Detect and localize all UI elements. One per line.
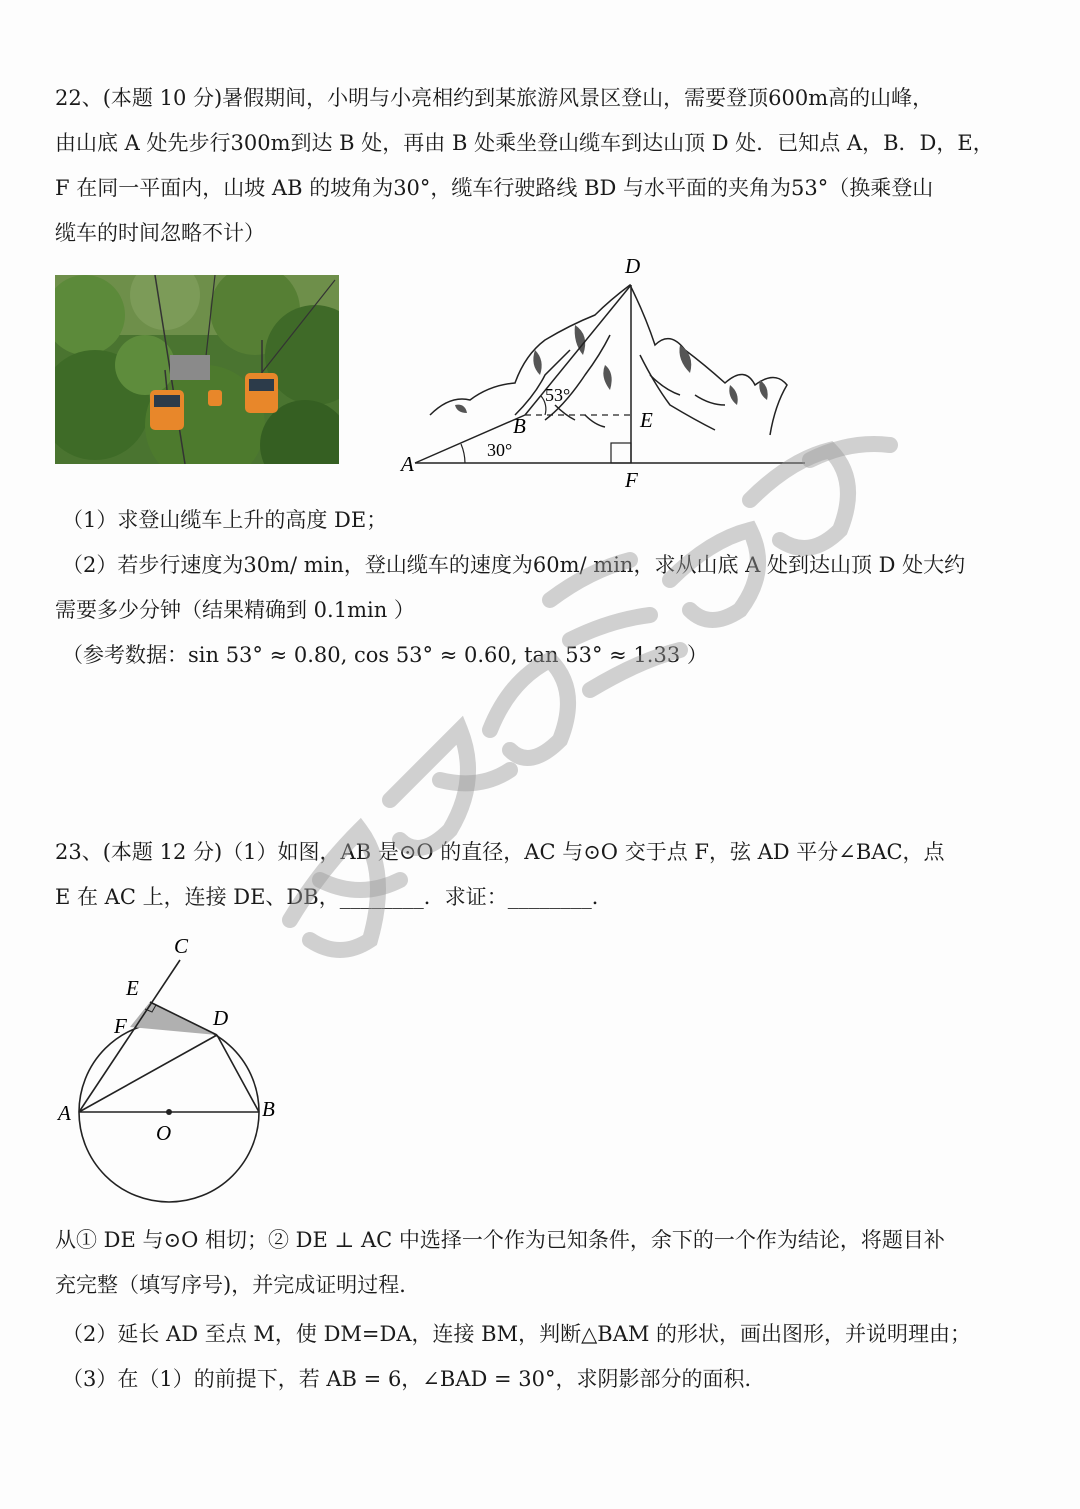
q22-line-1: 22、(本题 10 分)暑假期间，小明与小亮相约到某旅游风景区登山，需要登顶600m高的山峰， <box>55 86 934 110</box>
q22-part-2b: 需要多少分钟（结果精确到 0.1min ） <box>55 598 415 622</box>
label-D-circle: D <box>213 1006 229 1030</box>
q22-line-3: F 在同一平面内，山坡 AB 的坡角为30°，缆车行驶路线 BD 与水平面的夹角为53°（换乘登山 <box>55 176 934 200</box>
circle-diagram <box>50 925 300 1210</box>
label-E-circle: E <box>126 976 139 1000</box>
label-A-circle: A <box>58 1101 71 1125</box>
q23-condition-1: 从① DE 与⊙O 相切；② DE ⊥ AC 中选择一个作为已知条件，余下的一个作为结论，将题目补 <box>55 1228 945 1252</box>
label-A: A <box>401 452 414 476</box>
q23-part-3: （3）在（1）的前提下，若 AB = 6，∠BAD = 30°，求阴影部分的面积． <box>62 1367 766 1391</box>
label-F-circle: F <box>114 1014 127 1038</box>
q23-part-2: （2）延长 AD 至点 M，使 DM=DA，连接 BM，判断△BAM 的形状，画出图形，并说明理由； <box>62 1322 972 1346</box>
q22-line-4: 缆车的时间忽略不计） <box>55 221 265 245</box>
cable-car-photo <box>55 275 339 464</box>
label-E: E <box>640 408 653 432</box>
angle-53-label: 53° <box>545 385 571 405</box>
label-D: D <box>625 255 641 278</box>
label-B-circle: B <box>262 1097 275 1121</box>
q22-line-2: 由山底 A 处先步行300m到达 B 处，再由 B 处乘坐登山缆车到达山顶 D 处．已知点 A，B．D，E， <box>55 131 994 155</box>
label-O-circle: O <box>156 1121 172 1145</box>
q23-line-2: E 在 AC 上，连接 DE、DB，________．求证：________． <box>55 885 613 909</box>
label-B: B <box>513 414 526 438</box>
q22-part-2a: （2）若步行速度为30m/ min，登山缆车的速度为60m/ min，求从山底 A 处到达山顶 D 处大约 <box>62 553 966 577</box>
q23-line-1: 23、(本题 12 分)（1）如图，AB 是⊙O 的直径，AC 与⊙O 交于点 F，弦 AD 平分∠BAC，点 <box>55 840 945 864</box>
mountain-diagram <box>395 255 815 495</box>
q22-reference-data: （参考数据：sin 53° ≈ 0.80, cos 53° ≈ 0.60, tan 53° ≈ 1.33 ） <box>62 643 708 667</box>
label-F: F <box>625 468 638 492</box>
q23-condition-2: 充完整（填写序号)，并完成证明过程． <box>55 1273 421 1297</box>
angle-30-label: 30° <box>487 440 513 460</box>
label-C: C <box>174 934 189 958</box>
q22-part-1: （1）求登山缆车上升的高度 DE； <box>62 508 388 532</box>
